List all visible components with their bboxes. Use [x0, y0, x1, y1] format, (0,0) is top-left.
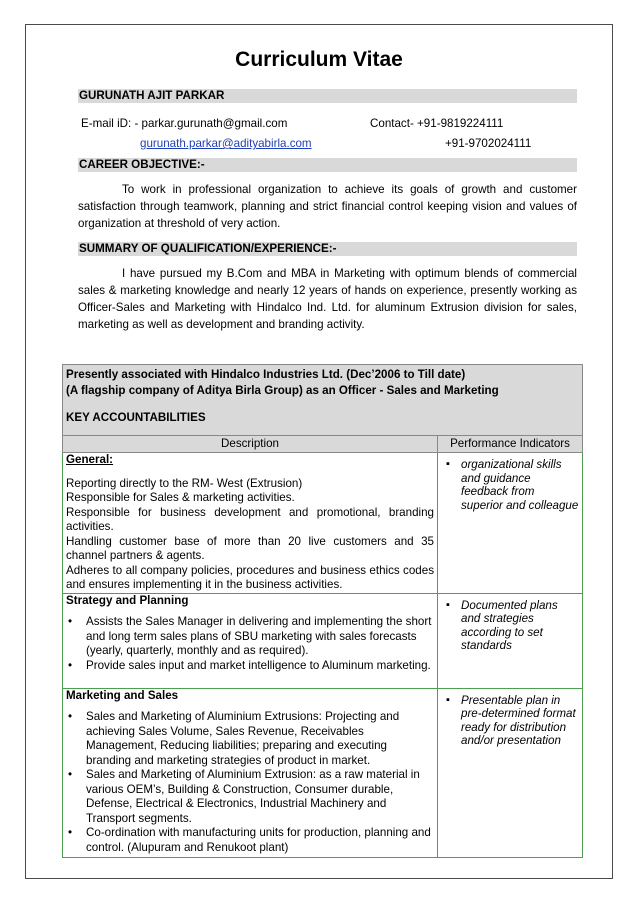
- employer-line-1: Presently associated with Hindalco Industries Ltd. (Dec’2006 to Till date): [66, 368, 466, 381]
- general-indicator: ▪ organizational skills and guidance feedback from superior and colleague: [461, 458, 579, 512]
- strategy-heading: Strategy and Planning: [66, 593, 189, 607]
- strategy-description: [63, 593, 438, 688]
- general-row: [63, 453, 583, 594]
- page-title: Curriculum Vitae: [235, 48, 403, 71]
- column-performance: Performance Indicators: [438, 436, 583, 453]
- career-objective-paragraph: To work in professional organization to achieve its goals of growth and customer satisfaction through teamwork, planning and strict financial control keeping vision and values of organization at threshold of very action.: [78, 183, 577, 230]
- key-accountabilities-heading: KEY ACCOUNTABILITIES: [63, 401, 583, 436]
- general-heading: General:: [66, 453, 114, 466]
- general-description: [63, 453, 438, 594]
- marketing-heading: Marketing and Sales: [66, 688, 179, 702]
- strategy-bullet: • Provide sales input and market intelligence to Aluminum marketing.: [86, 659, 434, 674]
- secondary-phone: +91-9702024111: [445, 137, 532, 150]
- candidate-name: GURUNATH AJIT PARKAR: [78, 89, 577, 103]
- summary-heading: SUMMARY OF QUALIFICATION/EXPERIENCE:-: [78, 242, 577, 256]
- strategy-bullet: • Assists the Sales Manager in delivering and implementing the short and long term sales plans of SBU marketing with sales forecasts (yearly, quarterly, monthly and as required).: [86, 615, 434, 659]
- general-indicator-cell: [438, 453, 583, 594]
- summary-paragraph: I have pursued my B.Com and MBA in Marketing with optimum blends of commercial sales & marketing knowledge and nearly 12 years of hands on experience, presently working as Officer-Sales and Marketing with Hindalco Ind. Ltd. for aluminum Extrusion division for sales, marketing as well as development and branding activity.: [78, 267, 577, 331]
- marketing-description: [63, 688, 438, 857]
- general-line: Adheres to all company policies, procedures and business ethics codes and ensures implementing it in the business activities.: [66, 563, 434, 591]
- strategy-row: [63, 593, 583, 688]
- marketing-bullet: • Sales and Marketing of Aluminium Extrusions: Projecting and achieving Sales Volume, Sales Revenue, Receivables Management, Reducing liabilities; preparing and executing branding and marketing strategies of product in market.: [86, 710, 434, 768]
- phone-label: Contact- +91-9819224111: [370, 117, 504, 130]
- strategy-indicator: ▪ Documented plans and strategies according to set standards: [461, 599, 579, 653]
- marketing-indicator: ▪ Presentable plan in pre-determined format ready for distribution and/or presentation: [461, 694, 579, 748]
- email-label: E-mail iD: - parkar.gurunath@gmail.com: [81, 117, 288, 130]
- general-line: Reporting directly to the RM- West (Extrusion): [66, 476, 303, 490]
- career-objective-heading: CAREER OBJECTIVE:-: [78, 158, 577, 172]
- marketing-indicator-cell: [438, 688, 583, 857]
- secondary-email-link[interactable]: gurunath.parkar@adityabirla.com: [140, 137, 312, 150]
- marketing-bullet: • Co-ordination with manufacturing units for production, planning and control. (Alupuram and Renukoot plant): [86, 826, 434, 855]
- employer-header: [63, 365, 583, 402]
- experience-table: [62, 364, 583, 858]
- employer-line-2: (A flagship company of Aditya Birla Group) as an Officer - Sales and Marketing: [66, 384, 499, 397]
- general-line: Responsible for Sales & marketing activities.: [66, 491, 295, 504]
- marketing-bullet: • Sales and Marketing of Aluminium Extrusion: as a raw material in various OEM’s, Building & Construction, Consumer durable, Defense, Electrical & Electronics, Industrial Machinery and Transport segments.: [86, 768, 434, 826]
- general-line: Handling customer base of more than 20 live customers and 35 channel partners & agents.: [66, 534, 434, 562]
- strategy-indicator-cell: [438, 593, 583, 688]
- marketing-row: [63, 688, 583, 857]
- column-description: Description: [63, 436, 438, 453]
- career-objective-text: [78, 181, 577, 232]
- general-line: Responsible for business development and promotional, branding activities.: [66, 505, 434, 533]
- summary-text: [78, 265, 577, 333]
